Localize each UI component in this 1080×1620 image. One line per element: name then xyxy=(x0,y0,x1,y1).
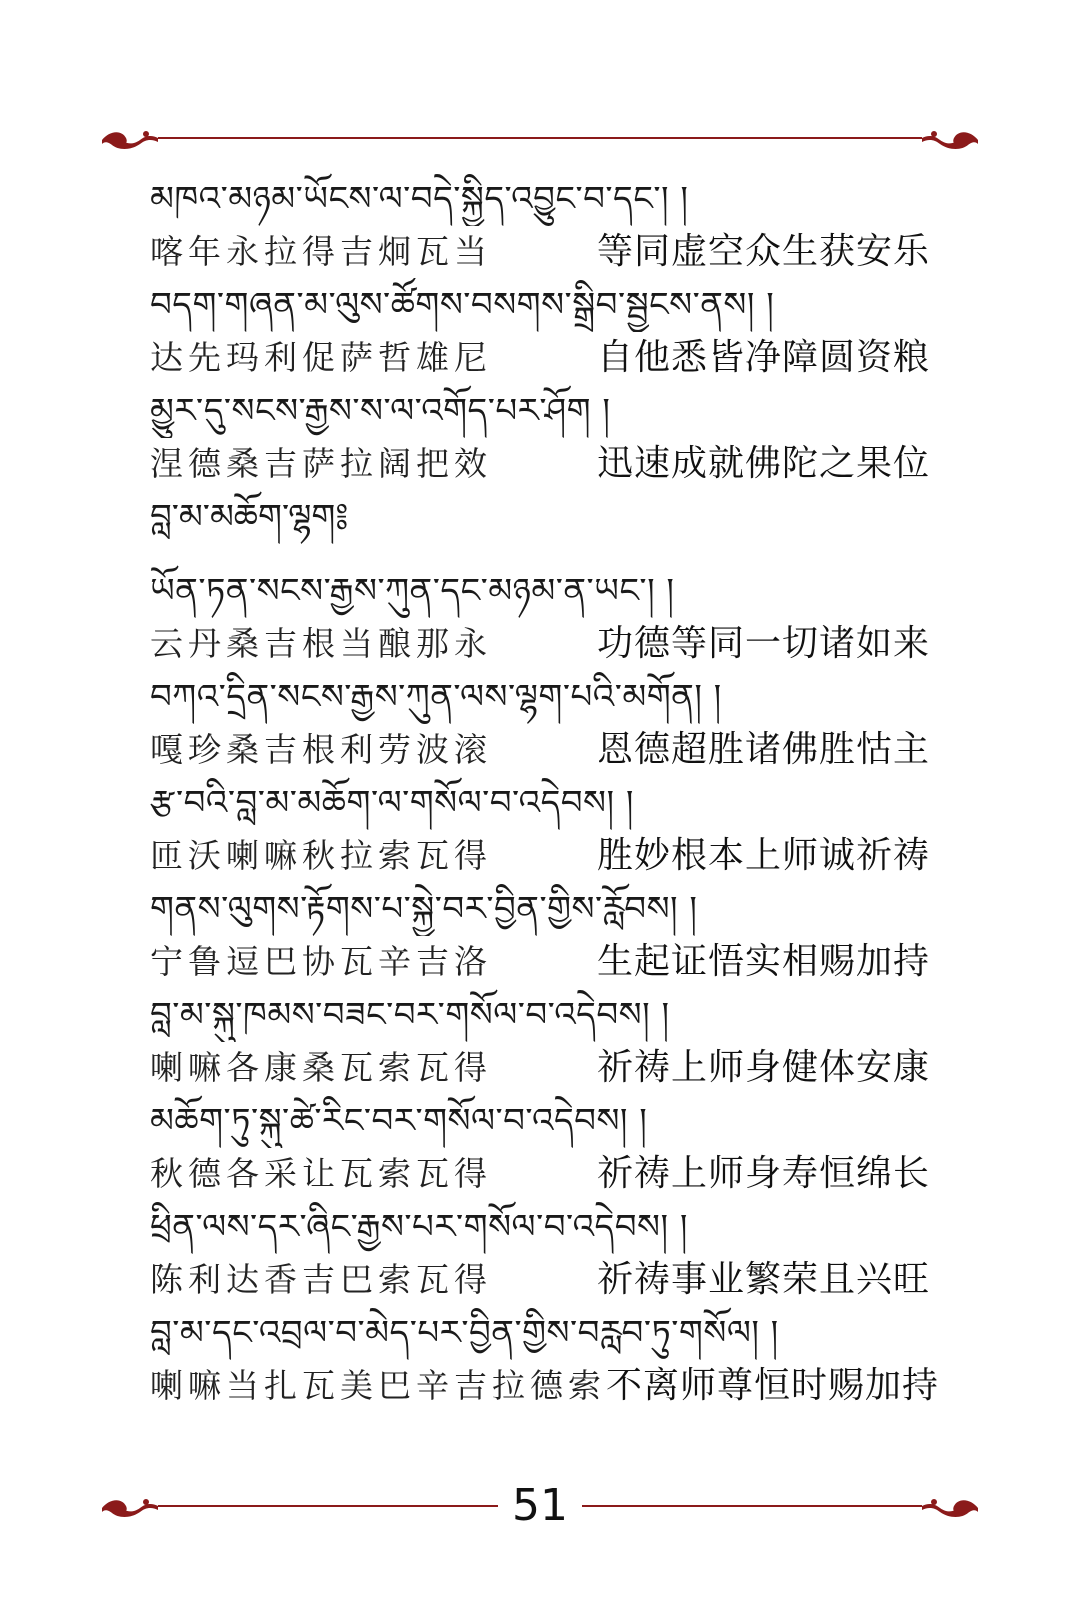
translation-text: 不离师尊恒时赐加持 xyxy=(606,1365,940,1406)
phonetic-text: 达先玛利促萨哲雄尼 xyxy=(150,338,492,377)
phonetic-text: 云丹桑吉根当酿那永 xyxy=(150,624,492,663)
prayer-text xyxy=(150,172,940,1412)
translation-text: 迅速成就佛陀之果位 xyxy=(596,443,930,484)
section-title: བླ་མ་མཆོག་ལྷག༔ xyxy=(150,497,349,537)
top-ornament-rule xyxy=(100,118,980,158)
chinese-line xyxy=(150,724,930,776)
phonetic-text: 陈利达香吉巴索瓦得 xyxy=(150,1260,492,1299)
chinese-line xyxy=(150,226,930,278)
tibetan-line: གནས་ལུགས་རྟོགས་པ་སྐྱེ་བར་བྱིན་གྱིས་རློབས། ། xyxy=(150,889,698,929)
translation-text: 祈祷上师身健体安康 xyxy=(596,1047,930,1088)
verse-11 xyxy=(150,1306,940,1412)
phonetic-text: 宁鲁逗巴协瓦辛吉洛 xyxy=(150,942,492,981)
chinese-line xyxy=(150,618,930,670)
verse-8 xyxy=(150,988,930,1094)
phonetic-text: 匝沃喇嘛秋拉索瓦得 xyxy=(150,836,492,875)
verse-3 xyxy=(150,384,930,490)
verse-9 xyxy=(150,1094,930,1200)
tibetan-line: ཕྲིན་ལས་དར་ཞིང་རྒྱས་པར་གསོལ་བ་འདེབས། ། xyxy=(150,1207,688,1247)
translation-text: 生起证悟实相赐加持 xyxy=(596,941,930,982)
chinese-line xyxy=(150,936,930,988)
phonetic-text: 嘎珍桑吉根利劳波滚 xyxy=(150,730,492,769)
tibetan-line: རྩ་བའི་བླ་མ་མཆོག་ལ་གསོལ་བ་འདེབས། ། xyxy=(150,783,634,823)
chinese-line xyxy=(150,1254,930,1306)
verse-7 xyxy=(150,882,930,988)
tibetan-line: བླ་མ་སྐུ་ཁམས་བཟང་བར་གསོལ་བ་འདེབས། ། xyxy=(150,995,670,1035)
tibetan-line: མྱུར་དུ་སངས་རྒྱས་ས་ལ་འགོད་པར་ཤོག ། xyxy=(150,391,611,431)
scroll-ornament-icon xyxy=(922,131,978,149)
tibetan-line: བླ་མ་དང་འབྲལ་བ་མེད་པར་བྱིན་གྱིས་བརླབ་ཏུ་གསོལ། ། xyxy=(150,1313,779,1353)
chinese-line xyxy=(150,1042,930,1094)
translation-text: 胜妙根本上师诚祈祷 xyxy=(596,835,930,876)
chinese-line xyxy=(150,332,930,384)
tibetan-line: མཆོག་ཏུ་སྐུ་ཚེ་རིང་བར་གསོལ་བ་འདེབས། ། xyxy=(150,1101,648,1141)
translation-text: 祈祷事业繁荣且兴旺 xyxy=(596,1259,930,1300)
scroll-ornament-icon xyxy=(102,131,158,149)
translation-text: 恩德超胜诸佛胜怙主 xyxy=(596,729,930,770)
page-number xyxy=(0,1478,1080,1534)
phonetic-text: 喇嘛当扎瓦美巴辛吉拉德索 xyxy=(150,1366,606,1405)
phonetic-text: 涅德桑吉萨拉阔把效 xyxy=(150,444,492,483)
verse-6 xyxy=(150,776,930,882)
tibetan-line: ཡོན་ཏན་སངས་རྒྱས་ཀུན་དང་མཉམ་ན་ཡང་། ། xyxy=(150,571,675,611)
translation-text: 自他悉皆净障圆资粮 xyxy=(596,337,930,378)
translation-text: 等同虚空众生获安乐 xyxy=(596,231,930,272)
verse-1 xyxy=(150,172,930,278)
phonetic-text: 秋德各采让瓦索瓦得 xyxy=(150,1154,492,1193)
chinese-line xyxy=(150,830,930,882)
chinese-line xyxy=(150,1360,940,1412)
chinese-line xyxy=(150,438,930,490)
verse-5 xyxy=(150,670,930,776)
translation-text: 功德等同一切诸如来 xyxy=(596,623,930,664)
chinese-line xyxy=(150,1148,930,1200)
verse-4 xyxy=(150,564,930,670)
page-number-text: 51 xyxy=(498,1480,582,1531)
tibetan-line: བདག་གཞན་མ་ལུས་ཚོགས་བསགས་སྒྲིབ་སྦྱངས་ནས། ། xyxy=(150,285,775,325)
translation-text: 祈祷上师身寿恒绵长 xyxy=(596,1153,930,1194)
verse-2 xyxy=(150,278,930,384)
tibetan-line: བཀའ་དྲིན་སངས་རྒྱས་ཀུན་ལས་ལྷག་པའི་མགོན། ། xyxy=(150,677,722,717)
tibetan-line: མཁའ་མཉམ་ཡོངས་ལ་བདེ་སྐྱིད་འབྱུང་བ་དང་། ། xyxy=(150,179,689,219)
verse-10 xyxy=(150,1200,930,1306)
phonetic-text: 喇嘛各康桑瓦索瓦得 xyxy=(150,1048,492,1087)
phonetic-text: 喀年永拉得吉炯瓦当 xyxy=(150,232,492,271)
